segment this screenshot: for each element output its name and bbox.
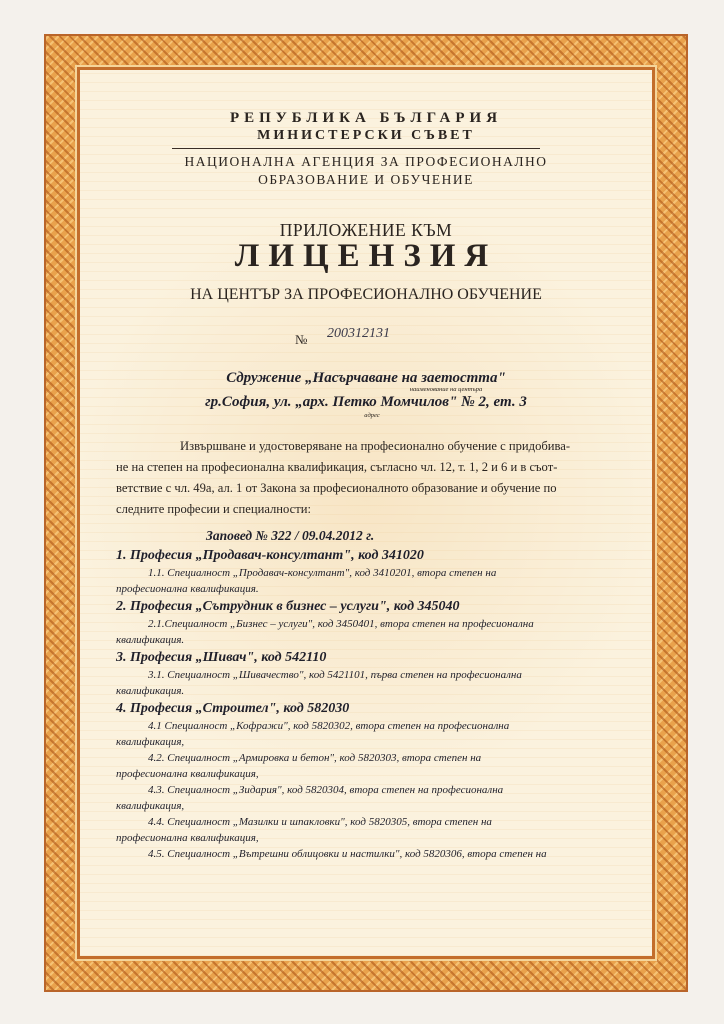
specialty-line: 4.5. Специалност „Вътрешни облицовки и настилки", код 5820306, втора степен на bbox=[148, 848, 547, 860]
specialty-line: квалификация. bbox=[116, 634, 185, 646]
professions-list bbox=[116, 546, 636, 862]
paragraph-line: ветствие с чл. 49а, ал. 1 от Закона за професионалното образование и обучение по bbox=[116, 481, 557, 495]
license-number: 200312131 bbox=[327, 326, 390, 341]
specialty-line: 3.1. Специалност „Шивачество", код 5421101, първа степен на професионална bbox=[148, 669, 522, 681]
specialty-line: 4.2. Специалност „Армировка и бетон", код 5820303, втора степен на bbox=[148, 752, 482, 764]
paragraph-line: Извършване и удостоверяване на професионално обучение с придобива- bbox=[180, 439, 571, 453]
specialty-item bbox=[116, 565, 636, 597]
profession-title: 2. Професия „Сътрудник в бизнес – услуги", код 345040 bbox=[116, 599, 460, 614]
holder-address: гр.София, ул. „арх. Петко Момчилов" № 2, ет. 3 bbox=[205, 394, 527, 410]
title-subtitle: НА ЦЕНТЪР ЗА ПРОФЕСИОНАЛНО ОБУЧЕНИЕ bbox=[190, 286, 542, 303]
specialty-line: професионална квалификация. bbox=[116, 583, 259, 595]
paragraph-line: следните професии и специалности: bbox=[116, 502, 311, 516]
header-agency-line2: ОБРАЗОВАНИЕ И ОБУЧЕНИЕ bbox=[258, 172, 474, 187]
holder-name-caption: наименование на центъра bbox=[409, 386, 483, 393]
title-annex: ПРИЛОЖЕНИЕ КЪМ bbox=[279, 220, 453, 240]
paragraph-line: не на степен на професионална квалификация, съгласно чл. 12, т. 1, 2 и 6 и в съот- bbox=[116, 460, 558, 474]
specialty-line: 4.3. Специалност „Зидария", код 5820304, втора степен на професионална bbox=[148, 784, 504, 796]
specialty-item bbox=[116, 718, 636, 750]
specialty-line: 4.4. Специалност „Мазилки и шпакловки", код 5820305, втора степен на bbox=[148, 816, 492, 828]
specialty-line: 4.1 Специалност „Кофражи", код 5820302, втора степен на професионална bbox=[148, 720, 510, 732]
specialty-item bbox=[116, 616, 636, 648]
specialty-line: 1.1. Специалност „Продавач-консултант", код 3410201, втора степен на bbox=[148, 567, 497, 579]
specialty-item bbox=[116, 750, 636, 782]
profession-title: 4. Професия „Строител", код 582030 bbox=[116, 701, 350, 716]
header-divider bbox=[172, 148, 540, 149]
specialty-item bbox=[116, 782, 636, 814]
holder-name: Сдружение „Насърчаване на заетостта" bbox=[226, 370, 506, 386]
header-republic: РЕПУБЛИКА БЪЛГАРИЯ bbox=[229, 110, 503, 126]
profession-title: 3. Професия „Шивач", код 542110 bbox=[116, 650, 327, 665]
header-council: МИНИСТЕРСКИ СЪВЕТ bbox=[257, 128, 475, 143]
specialty-item bbox=[116, 814, 636, 846]
header-agency-line1: НАЦИОНАЛНА АГЕНЦИЯ ЗА ПРОФЕСИОНАЛНО bbox=[184, 154, 548, 169]
title-license: ЛИЦЕНЗИЯ bbox=[234, 238, 498, 274]
scope-paragraph bbox=[116, 436, 616, 520]
specialty-line: професионална квалификация, bbox=[116, 768, 259, 780]
specialty-line: квалификация. bbox=[116, 685, 185, 697]
profession-title: 1. Професия „Продавач-консултант", код 341020 bbox=[116, 548, 424, 563]
specialty-line: квалификация, bbox=[116, 800, 185, 812]
specialty-line: квалификация, bbox=[116, 736, 185, 748]
specialty-line: професионална квалификация, bbox=[116, 832, 259, 844]
certificate-content bbox=[44, 34, 688, 992]
specialty-item bbox=[116, 846, 636, 862]
holder-address-caption: адрес bbox=[364, 412, 380, 419]
specialty-line: 2.1.Специалност „Бизнес – услуги", код 3450401, втора степен на професионална bbox=[148, 618, 534, 630]
number-sign: № bbox=[295, 332, 308, 347]
specialty-item bbox=[116, 667, 636, 699]
order-reference: Заповед № 322 / 09.04.2012 г. bbox=[206, 528, 375, 543]
